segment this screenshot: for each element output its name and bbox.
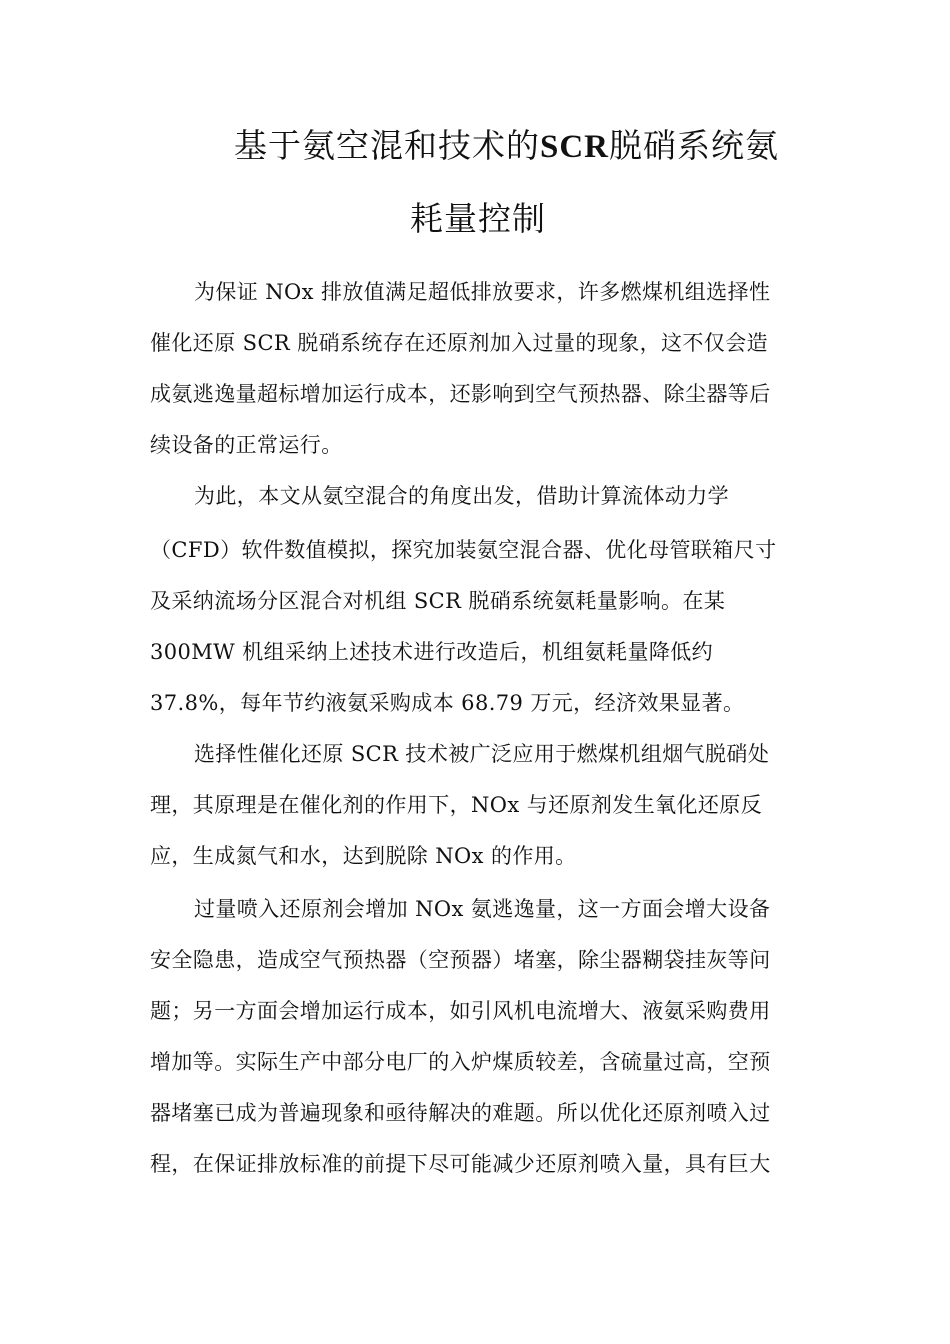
paragraph-2-line-2: （CFD）软件数值模拟，探究加装氨空混合器、优化母管联箱尺寸 <box>150 538 777 562</box>
paragraph-2-line-5: 37.8%，每年节约液氨采购成本 68.79 万元，经济效果显著。 <box>150 691 745 715</box>
paragraph-3-line-3: 应，生成氮气和水，达到脱除 NOx 的作用。 <box>150 844 577 868</box>
paragraph-2-line-4: 300MW 机组采纳上述技术进行改造后，机组氨耗量降低约 <box>150 640 714 664</box>
paragraph-1-line-1: 为保证 NOx 排放值满足超低排放要求，许多燃煤机组选择性 <box>194 280 771 304</box>
paragraph-4-line-5: 器堵塞已成为普遍现象和亟待解决的难题。所以优化还原剂喷入过 <box>150 1101 771 1125</box>
paragraph-2-line-1: 为此，本文从氨空混合的角度出发，借助计算流体动力学 <box>194 484 729 508</box>
paragraph-4-line-6: 程，在保证排放标准的前提下尽可能减少还原剂喷入量，具有巨大 <box>150 1152 771 1176</box>
paragraph-1-line-4: 续设备的正常运行。 <box>150 433 343 457</box>
title-text-part-1: 基于氨空混和技术的 <box>234 126 540 165</box>
title-text-scr: SCR <box>540 129 610 165</box>
title-text-part-2: 脱硝系统氨 <box>609 126 780 165</box>
paragraph-1-line-2: 催化还原 SCR 脱硝系统存在还原剂加入过量的现象，这不仅会造 <box>150 331 769 355</box>
paragraph-3-line-1: 选择性催化还原 SCR 技术被广泛应用于燃煤机组烟气脱硝处 <box>194 742 770 766</box>
paragraph-4-line-4: 增加等。实际生产中部分电厂的入炉煤质较差，含硫量过高，空预 <box>150 1050 771 1074</box>
paragraph-1-line-3: 成氨逃逸量超标增加运行成本，还影响到空气预热器、除尘器等后 <box>150 382 771 406</box>
paragraph-4-line-2: 安全隐患，造成空气预热器（空预器）堵塞，除尘器糊袋挂灰等问 <box>150 948 771 972</box>
paragraph-3-line-2: 理，其原理是在催化剂的作用下，NOx 与还原剂发生氧化还原反 <box>150 793 763 817</box>
document-title-line-2: 耗量控制 <box>410 199 546 238</box>
paragraph-4-line-1: 过量喷入还原剂会增加 NOx 氨逃逸量，这一方面会增大设备 <box>194 897 771 921</box>
paragraph-2-line-3: 及采纳流场分区混合对机组 SCR 脱硝系统氨耗量影响。在某 <box>150 589 726 613</box>
document-title-line-1 <box>234 126 884 167</box>
paragraph-4-line-3: 题；另一方面会增加运行成本，如引风机电流增大、液氨采购费用 <box>150 999 771 1023</box>
